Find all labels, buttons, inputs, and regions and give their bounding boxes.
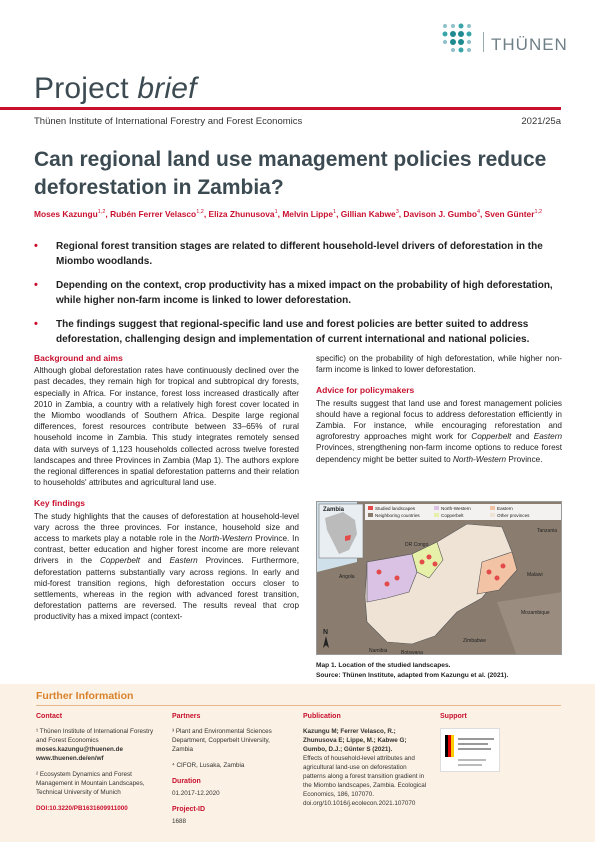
studied-landscape-marker (495, 576, 500, 581)
author-affiliation: 4 (476, 209, 480, 216)
advice-text-part: and (511, 432, 534, 442)
legend-swatch-neighbors (368, 513, 373, 517)
studied-landscape-marker (487, 570, 492, 575)
map-graphic (317, 502, 562, 655)
map-caption-title: Map 1. Location of the studied landscapes. (316, 662, 451, 669)
country-label: Zimbabwe (463, 638, 487, 644)
inset-label: Zambia (323, 507, 345, 513)
contact-website[interactable]: www.thuenen.de/en/wf (36, 755, 104, 762)
province-north-western: North-Western (199, 534, 253, 544)
findings-text (34, 511, 299, 623)
author-affiliation: 1,2 (97, 209, 106, 216)
author-affiliation: 1 (333, 209, 337, 216)
key-message-item: • The findings suggest that regional-specific land use and forest policies are better suited to address deforestation, challenging design and implementation of current international and national policies. (34, 317, 562, 347)
duration-heading: Duration (172, 778, 201, 785)
left-column (34, 353, 299, 623)
studied-landscape-marker (395, 576, 400, 581)
findings-text-part: Province. In contrast, better education and higher forest income are more relevant drivers in the (34, 534, 299, 566)
country-label: Angola (339, 574, 355, 580)
findings-text-part: and (140, 556, 170, 566)
right-column (316, 353, 562, 465)
partner-3: ³ Plant and Environmental Sciences Department, Copperbelt University, Zambia (172, 728, 272, 753)
ministry-logo (440, 728, 500, 772)
advice-text-part: Province. (506, 454, 543, 464)
author-name: Eliza Zhunusova (208, 209, 275, 219)
author-affiliation: 3 (395, 209, 399, 216)
publication-heading: Publication (303, 713, 341, 720)
contact-email[interactable]: moses.kazungu@thuenen.de (36, 746, 123, 753)
map-caption (316, 661, 562, 681)
contact-affiliation-2: ² Ecosystem Dynamics and Forest Management in Mountain Landscapes, Technical University of Munich (36, 771, 145, 796)
advice-text (316, 398, 562, 465)
thuenen-logo-text: THÜNEN (491, 35, 568, 54)
page-title: Can regional land use management policies reduce deforestation in Zambia? (34, 148, 547, 199)
publication-text: Effects of household-level attributes and agricultural land-use on deforestation patterns along a forest transition gradient in the Miombo landscapes, Zambia. Ecological Economics, 186, 107070. (303, 755, 427, 798)
author-affiliation: 1,2 (196, 209, 204, 216)
findings-heading: Key findings (34, 498, 86, 509)
key-message-item: • Depending on the context, crop productivity has a mixed impact on the probability of high deforestation, while higher non-farm income is linked to lower deforestation. (34, 278, 562, 308)
brief-word-project: Project (34, 72, 129, 105)
partners-column (172, 712, 290, 826)
country-label: Malawi (527, 572, 543, 578)
publication-column (303, 712, 431, 808)
legend-label: Other provinces (497, 513, 530, 518)
studied-landscape-marker (420, 560, 425, 565)
publication-doi[interactable]: doi.org/10.1016/j.ecolecon.2021.107070 (303, 800, 416, 807)
project-id-value: 1688 (172, 818, 187, 825)
logo-separator (483, 32, 484, 52)
country-label: Botswana (401, 650, 423, 655)
advice-text-part: The results suggest that land use and forest management policies should have a regional focus to address deforestation efficiently in Zambia. For instance, while encouraging reforestation and agroforestry approaches might work for (316, 398, 562, 442)
federal-eagle-icon (441, 729, 501, 773)
partner-4: ⁴ CIFOR, Lusaka, Zambia (172, 762, 245, 769)
support-column (440, 712, 560, 727)
author-name: Moses Kazungu (34, 209, 98, 219)
legend-swatch-eastern (490, 506, 495, 510)
author-affiliation: 1,2 (534, 209, 543, 216)
legend-label: North-Western (441, 506, 471, 511)
author-name: Melvin Lippe (282, 209, 334, 219)
further-information-rule (36, 705, 561, 706)
report-number: 2021/25a (521, 116, 561, 127)
publication-authors: Kazungu M; Ferrer Velasco, R.; Zhunusova E; Lippe, M.; Kabwe G; Gumbo, D.J.; Günter S (2021). (303, 728, 407, 753)
thuenen-logo-icon (441, 22, 477, 58)
background-text: Although global deforestation rates have continuously declined over the past decades, they remain high for tropical and subtropical dry forests, especially in Africa. For instance, forest loss increased drastically after 2010 in Zambia, a country with a relatively high forest cover located in the Miombo woodlands of Southern Africa. Despite large regional differences, forest resources contribute between 33–65% of rural household income in Zambia. This study integrates remotely sensed data with surveys of 1,123 households collected across twelve forested landscapes and three Provinces in Zambia (Map 1). The authors explore the regional differences in spatial deforestation patterns and their relation to households' attributes and agricultural land use. (34, 366, 299, 488)
country-label: Mozambique (521, 610, 550, 616)
legend-swatch-nw (434, 506, 439, 510)
doi-link[interactable]: DOI:10.3220/PB1631609911000 (36, 805, 128, 812)
contact-affiliation-1: ¹ Thünen Institute of International Forestry and Forest Economics (36, 728, 154, 744)
north-label: N (323, 629, 329, 636)
author-name: Davison J. Gumbo (403, 209, 477, 219)
findings-continued: specific) on the probability of high deforestation, while higher non-farm income is linked to lower deforestation. (316, 354, 562, 375)
zambia-map (316, 501, 562, 655)
country-label: Tanzania (537, 528, 558, 534)
studied-landscape-marker (433, 562, 438, 567)
province-eastern: Eastern (533, 432, 562, 442)
background-heading: Background and aims (34, 353, 123, 363)
legend-label: Copperbelt (441, 513, 464, 518)
legend-label: Eastern (497, 506, 513, 511)
province-copperbelt: Copperbelt (471, 432, 512, 442)
institute-name: Thünen Institute of International Forestry and Forest Economics (34, 116, 303, 127)
country-label: DR Congo (405, 542, 429, 548)
legend-label: Studied landscapes (375, 506, 416, 511)
studied-landscape-marker (501, 564, 506, 569)
legend-swatch-studied (368, 506, 373, 510)
key-message-item: • Regional forest transition stages are related to different household-level drivers of deforestation in the Miombo woodlands. (34, 239, 562, 269)
legend-swatch-other (490, 513, 495, 517)
partners-heading: Partners (172, 713, 201, 720)
province-copperbelt: Copperbelt (99, 556, 141, 566)
contact-heading: Contact (36, 713, 63, 720)
province-eastern: Eastern (169, 556, 198, 566)
author-name: Sven Günter (484, 209, 535, 219)
duration-value: 01.2017-12.2020 (172, 790, 220, 797)
legend-swatch-copperbelt (434, 513, 439, 517)
province-north-western: North-Western (453, 454, 507, 464)
contact-column (36, 712, 158, 813)
key-messages (34, 239, 562, 356)
project-id-heading: Project-ID (172, 806, 206, 813)
author-list: Moses Kazungu$^{1,2}$, Rubén Ferrer Velasco$^{1,2}$, Eliza Zhunusova$^1$, Melvin Lippe$^1$, Gillian Kabwe$^3$, Davison J. Gumbo$^4$, Sven Günter$^{1,2}$ (34, 209, 543, 219)
country-label: Namibia (369, 648, 388, 654)
header-rule (0, 107, 561, 110)
author-name: Gillian Kabwe (340, 209, 396, 219)
legend-label: Neighboring countries (375, 513, 420, 518)
advice-heading: Advice for policymakers (316, 385, 415, 396)
findings-text-part: Provinces. Furthermore, deforestation patterns substantially vary across regions. In early and mid-forest transition regions, high deforestation occurs closer to settlements, whereas in the region with advanced forest transition, deforestation patterns are reversed. The results reveal that crop productivity has a mixed impact (context- (34, 556, 299, 622)
author-affiliation: 1 (274, 209, 278, 216)
project-brief-title (34, 72, 197, 106)
author-name: Rubén Ferrer Velasco (110, 209, 197, 219)
further-information-title: Further Information (36, 690, 134, 702)
studied-landscape-marker (377, 570, 382, 575)
findings-text-part: The study highlights that the causes of deforestation at household-level vary across the three provinces. For instance, household size and access to markets play a notable role in the (34, 511, 299, 544)
map-caption-source: Source: Thünen Institute, adapted from Kazungu et al. (2021). (316, 672, 509, 679)
studied-landscape-marker (385, 582, 390, 587)
brief-word-brief: brief (137, 72, 197, 105)
support-heading: Support (440, 713, 467, 720)
advice-text-part: Provinces, strengthening non-farm income options to reduce forest dependency might be better suited to (316, 443, 562, 464)
studied-landscape-marker (427, 555, 432, 560)
